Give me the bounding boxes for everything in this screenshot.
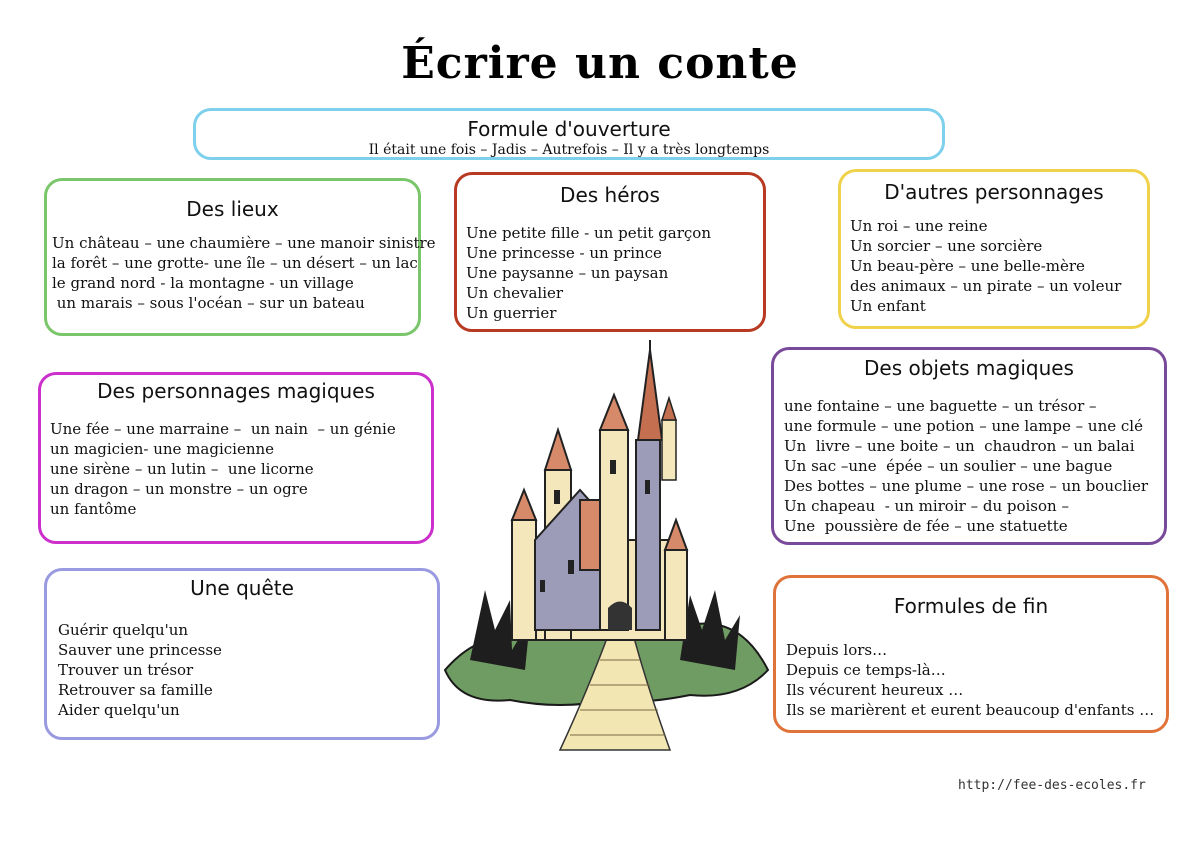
- places-line: Un château – une chaumière – une manoir sinistre: [52, 234, 436, 252]
- other-characters-box: [838, 169, 1150, 329]
- magic-objects-heading: Des objets magiques: [864, 356, 1074, 380]
- endings-box: [773, 575, 1169, 733]
- other-characters-line: Un enfant: [850, 297, 926, 315]
- magic-characters-line: un dragon – un monstre – un ogre: [50, 480, 308, 498]
- magic-objects-line: Un sac –une épée – un soulier – une bague: [784, 457, 1113, 475]
- endings-line: Depuis lors…: [786, 641, 888, 659]
- endings-line: Depuis ce temps-là…: [786, 661, 946, 679]
- magic-characters-line: un magicien- une magicienne: [50, 440, 275, 458]
- other-characters-line: Un sorcier – une sorcière: [850, 237, 1043, 255]
- castle-door: [608, 602, 632, 631]
- places-line: le grand nord - la montagne - un village: [52, 274, 354, 292]
- quest-heading: Une quête: [190, 576, 294, 600]
- opening-formula-text: Il était une fois – Jadis – Autrefois – Il y a très longtemps: [368, 142, 770, 158]
- places-heading: Des lieux: [186, 197, 279, 221]
- heroes-line: Une princesse - un prince: [466, 244, 662, 262]
- quest-box: [44, 568, 440, 740]
- endings-heading: Formules de fin: [893, 594, 1049, 618]
- magic-objects-line: Une poussière de fée – une statuette: [784, 517, 1068, 535]
- magic-characters-line: un fantôme: [50, 500, 137, 518]
- tallest-spire: [638, 350, 662, 440]
- quest-line: Trouver un trésor: [58, 661, 194, 679]
- other-characters-line: Un roi – une reine: [850, 217, 988, 235]
- quest-line: Retrouver sa famille: [58, 681, 213, 699]
- magic-characters-box: [38, 372, 434, 544]
- quest-line: Aider quelqu'un: [58, 701, 180, 719]
- magic-objects-line: Des bottes – une plume – une rose – un bouclier: [784, 477, 1149, 495]
- endings-line: Ils vécurent heureux …: [786, 681, 964, 699]
- heroes-heading: Des héros: [560, 183, 660, 207]
- endings-line: Ils se marièrent et eurent beaucoup d'enfants …: [786, 701, 1155, 719]
- right-tree: [680, 590, 740, 670]
- places-box: [44, 178, 436, 336]
- other-characters-heading: D'autres personnages: [884, 180, 1104, 204]
- heroes-line: Une paysanne – un paysan: [466, 264, 669, 282]
- magic-characters-line: une sirène – un lutin – une licorne: [50, 460, 314, 478]
- opening-formula-box: [193, 108, 945, 160]
- opening-formula-heading: Formule d'ouverture: [467, 117, 671, 141]
- magic-objects-box: [771, 347, 1167, 545]
- castle-illustration: [440, 340, 770, 755]
- places-line: la forêt – une grotte- une île – un désert – un lac: [52, 254, 418, 272]
- quest-line: Guérir quelqu'un: [58, 621, 189, 639]
- other-characters-line: Un beau-père – une belle-mère: [850, 257, 1085, 275]
- heroes-box: [454, 172, 766, 332]
- quest-line: Sauver une princesse: [58, 641, 222, 659]
- heroes-line: Un guerrier: [466, 304, 557, 322]
- heroes-line: Une petite fille - un petit garçon: [466, 224, 712, 242]
- other-characters-line: des animaux – un pirate – un voleur: [850, 277, 1122, 295]
- magic-objects-line: une formule – une potion – une lampe – une clé: [784, 417, 1143, 435]
- magic-objects-line: Un chapeau - un miroir – du poison –: [784, 497, 1069, 515]
- page-title: Écrire un conte: [401, 38, 799, 89]
- places-line: un marais – sous l'océan – sur un bateau: [52, 294, 365, 312]
- magic-characters-heading: Des personnages magiques: [97, 379, 375, 403]
- footer-url: http://fee-des-ecoles.fr: [958, 778, 1146, 793]
- heroes-line: Un chevalier: [466, 284, 564, 302]
- magic-characters-line: Une fée – une marraine – un nain – un génie: [50, 420, 396, 438]
- magic-objects-line: une fontaine – une baguette – un trésor –: [784, 397, 1097, 415]
- magic-objects-line: Un livre – une boite – un chaudron – un balai: [784, 437, 1135, 455]
